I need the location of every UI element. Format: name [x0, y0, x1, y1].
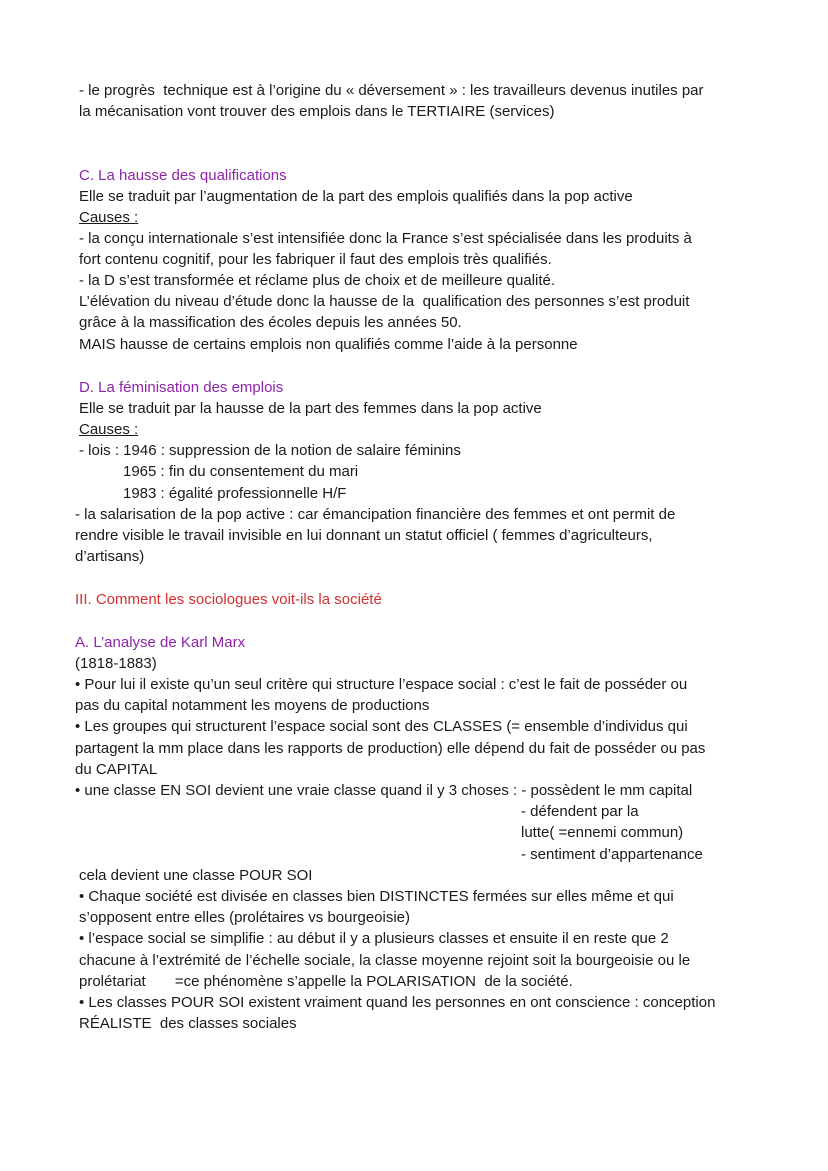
paragraph-line: - sentiment d’appartenance: [521, 846, 703, 863]
paragraph-line: - la D s’est transformée et réclame plus de choix et de meilleure qualité.: [79, 272, 556, 289]
paragraph-line: d’artisans): [75, 548, 145, 565]
paragraph-line: L’élévation du niveau d’étude donc la hausse de la qualification des personnes s’est produit: [79, 293, 690, 310]
paragraph-line: • Chaque société est divisée en classes bien DISTINCTES fermées sur elles même et qui: [79, 888, 674, 905]
paragraph-line: • Pour lui il existe qu’un seul critère qui structure l’espace social : c’est le fait de posséder ou: [75, 676, 688, 693]
paragraph-line: grâce à la massification des écoles depuis les années 50.: [79, 314, 462, 331]
paragraph-line: • une classe EN SOI devient une vraie classe quand il y 3 choses : - possèdent le mm capital: [75, 782, 693, 799]
paragraph-line: - le progrès technique est à l’origine du « déversement » : les travailleurs devenus inutiles par: [79, 82, 704, 99]
paragraph-line: • l’espace social se simplifie : au début il y a plusieurs classes et ensuite il en reste que 2: [79, 930, 669, 947]
part-heading: III. Comment les sociologues voit-ils la société: [75, 591, 382, 608]
paragraph-line: chacune à l’extrémité de l’échelle sociale, la classe moyenne rejoint soit la bourgeoisie ou le: [79, 952, 691, 969]
paragraph-line: 1965 : fin du consentement du mari: [123, 463, 359, 480]
paragraph-line: • Les groupes qui structurent l’espace social sont des CLASSES (= ensemble d’individus qui: [75, 718, 688, 735]
paragraph-line: - défendent par la: [521, 803, 639, 820]
paragraph-line: pas du capital notamment les moyens de productions: [75, 697, 430, 714]
paragraph-line: (1818-1883): [75, 655, 157, 672]
paragraph-line: - la conçu internationale s’est intensifiée donc la France s’est spécialisée dans les produits à: [79, 230, 692, 247]
paragraph-line: RÉALISTE des classes sociales: [79, 1015, 297, 1032]
paragraph-line: partagent la mm place dans les rapports de production) elle dépend du fait de posséder ou pas: [75, 740, 706, 757]
paragraph-line: cela devient une classe POUR SOI: [79, 867, 313, 884]
section-heading: A. L’analyse de Karl Marx: [75, 634, 246, 651]
paragraph-line: - la salarisation de la pop active : car émancipation financière des femmes et ont permit de: [75, 506, 676, 523]
paragraph-line: fort contenu cognitif, pour les fabriquer il faut des emplois très qualifiés.: [79, 251, 552, 268]
paragraph-line: • Les classes POUR SOI existent vraiment quand les personnes en ont conscience : conception: [79, 994, 716, 1011]
paragraph-line: Elle se traduit par la hausse de la part des femmes dans la pop active: [79, 400, 542, 417]
paragraph-line: la mécanisation vont trouver des emplois dans le TERTIAIRE (services): [79, 103, 555, 120]
paragraph-line: - lois : 1946 : suppression de la notion de salaire féminins: [79, 442, 461, 459]
paragraph-line: s’opposent entre elles (prolétaires vs bourgeoisie): [79, 909, 411, 926]
paragraph-line: Elle se traduit par l’augmentation de la part des emplois qualifiés dans la pop active: [79, 188, 633, 205]
causes-label: Causes :: [79, 421, 139, 438]
paragraph-line: MAIS hausse de certains emplois non qualifiés comme l’aide à la personne: [79, 336, 578, 353]
section-heading: D. La féminisation des emplois: [79, 379, 284, 396]
paragraph-line: lutte( =ennemi commun): [521, 824, 684, 841]
paragraph-line: rendre visible le travail invisible en lui donnant un statut officiel ( femmes d’agriculteurs,: [75, 527, 653, 544]
causes-label: Causes :: [79, 209, 139, 226]
paragraph-line: du CAPITAL: [75, 761, 158, 778]
paragraph-line: prolétariat =ce phénomène s’appelle la POLARISATION de la société.: [79, 973, 573, 990]
paragraph-line: 1983 : égalité professionnelle H/F: [123, 485, 347, 502]
section-heading: C. La hausse des qualifications: [79, 167, 287, 184]
